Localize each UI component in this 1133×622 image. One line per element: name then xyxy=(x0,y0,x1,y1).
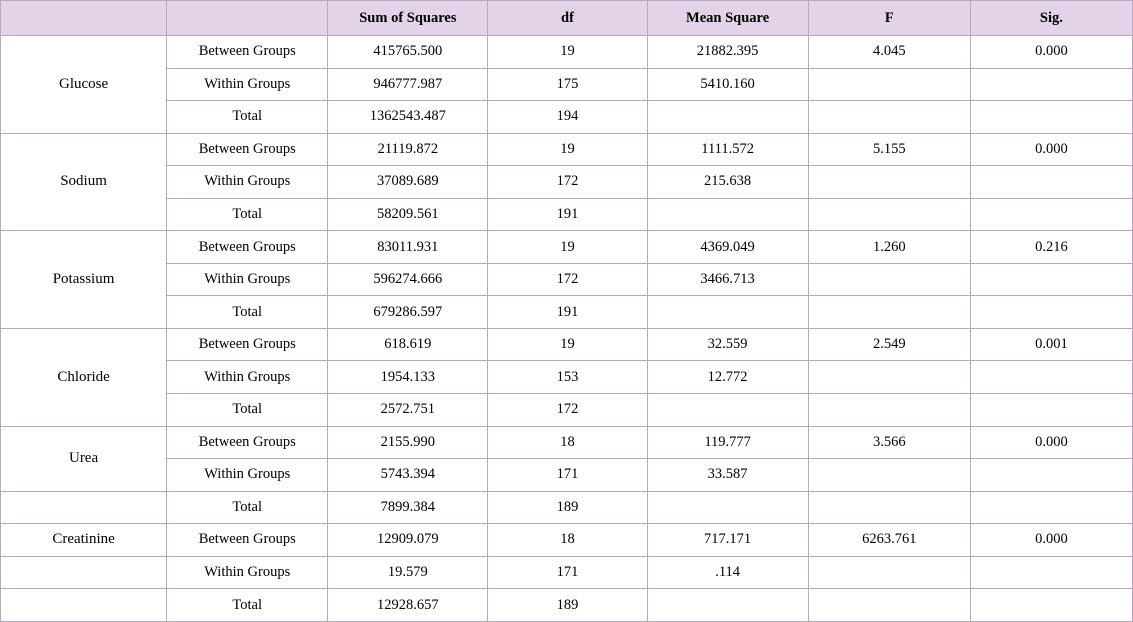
source-label: Within Groups xyxy=(167,166,328,199)
table-row xyxy=(1,36,1133,69)
source-label: Within Groups xyxy=(167,263,328,296)
value-df: 171 xyxy=(488,556,647,589)
value-sum-of-squares: 2572.751 xyxy=(328,394,488,427)
value-f: 1.260 xyxy=(808,231,970,264)
value-sig: 0.000 xyxy=(970,524,1132,557)
value-mean-square: 32.559 xyxy=(647,328,808,361)
value-mean-square: .114 xyxy=(647,556,808,589)
table-row xyxy=(1,459,1133,492)
value-mean-square xyxy=(647,198,808,231)
value-df: 18 xyxy=(488,426,647,459)
value-sig xyxy=(970,198,1132,231)
value-df: 189 xyxy=(488,589,647,622)
value-mean-square: 119.777 xyxy=(647,426,808,459)
table-row xyxy=(1,328,1133,361)
value-df: 189 xyxy=(488,491,647,524)
value-sum-of-squares: 1362543.487 xyxy=(328,101,488,134)
value-df: 172 xyxy=(488,263,647,296)
value-f xyxy=(808,263,970,296)
value-sig xyxy=(970,361,1132,394)
value-f xyxy=(808,394,970,427)
variable-label-empty xyxy=(1,491,167,524)
source-label: Between Groups xyxy=(167,328,328,361)
value-sig xyxy=(970,296,1132,329)
header-sum-of-squares: Sum of Squares xyxy=(328,1,488,36)
source-label: Total xyxy=(167,296,328,329)
value-sig xyxy=(970,263,1132,296)
table-row xyxy=(1,556,1133,589)
variable-label-urea: Urea xyxy=(1,426,167,491)
value-df: 19 xyxy=(488,231,647,264)
value-f xyxy=(808,589,970,622)
value-mean-square: 3466.713 xyxy=(647,263,808,296)
value-sum-of-squares: 83011.931 xyxy=(328,231,488,264)
source-label: Total xyxy=(167,589,328,622)
value-f xyxy=(808,556,970,589)
source-label: Within Groups xyxy=(167,68,328,101)
table-row xyxy=(1,133,1133,166)
variable-label-empty xyxy=(1,556,167,589)
value-sig xyxy=(970,394,1132,427)
value-sum-of-squares: 679286.597 xyxy=(328,296,488,329)
value-f: 2.549 xyxy=(808,328,970,361)
value-sum-of-squares: 1954.133 xyxy=(328,361,488,394)
table-row xyxy=(1,426,1133,459)
value-f: 3.566 xyxy=(808,426,970,459)
source-label: Total xyxy=(167,101,328,134)
value-mean-square: 5410.160 xyxy=(647,68,808,101)
variable-label-sodium: Sodium xyxy=(1,133,167,231)
source-label: Between Groups xyxy=(167,426,328,459)
value-mean-square: 12.772 xyxy=(647,361,808,394)
value-df: 153 xyxy=(488,361,647,394)
source-label: Total xyxy=(167,394,328,427)
value-sig xyxy=(970,589,1132,622)
value-mean-square xyxy=(647,589,808,622)
value-f xyxy=(808,491,970,524)
variable-label-creatinine: Creatinine xyxy=(1,524,167,557)
table-row xyxy=(1,166,1133,199)
value-mean-square: 33.587 xyxy=(647,459,808,492)
source-label: Between Groups xyxy=(167,524,328,557)
value-sum-of-squares: 2155.990 xyxy=(328,426,488,459)
table-body xyxy=(1,36,1133,622)
value-df: 171 xyxy=(488,459,647,492)
value-df: 19 xyxy=(488,36,647,69)
variable-label-empty xyxy=(1,589,167,622)
value-mean-square xyxy=(647,394,808,427)
value-mean-square: 717.171 xyxy=(647,524,808,557)
value-mean-square xyxy=(647,491,808,524)
value-sig: 0.000 xyxy=(970,133,1132,166)
value-f xyxy=(808,296,970,329)
header-source xyxy=(167,1,328,36)
value-sig: 0.000 xyxy=(970,426,1132,459)
value-mean-square: 215.638 xyxy=(647,166,808,199)
value-f: 6263.761 xyxy=(808,524,970,557)
value-sig xyxy=(970,556,1132,589)
value-mean-square xyxy=(647,101,808,134)
table-row xyxy=(1,231,1133,264)
value-sum-of-squares: 12909.079 xyxy=(328,524,488,557)
header-sig: Sig. xyxy=(970,1,1132,36)
value-sig: 0.000 xyxy=(970,36,1132,69)
source-label: Within Groups xyxy=(167,459,328,492)
source-label: Between Groups xyxy=(167,36,328,69)
value-sum-of-squares: 596274.666 xyxy=(328,263,488,296)
table-row xyxy=(1,296,1133,329)
value-sum-of-squares: 19.579 xyxy=(328,556,488,589)
value-f: 5.155 xyxy=(808,133,970,166)
value-df: 172 xyxy=(488,394,647,427)
value-f xyxy=(808,459,970,492)
value-sum-of-squares: 946777.987 xyxy=(328,68,488,101)
value-f xyxy=(808,68,970,101)
header-variable xyxy=(1,1,167,36)
value-df: 18 xyxy=(488,524,647,557)
value-sig: 0.001 xyxy=(970,328,1132,361)
value-df: 194 xyxy=(488,101,647,134)
header-mean-square: Mean Square xyxy=(647,1,808,36)
value-sig xyxy=(970,491,1132,524)
table-row xyxy=(1,361,1133,394)
value-mean-square xyxy=(647,296,808,329)
value-mean-square: 21882.395 xyxy=(647,36,808,69)
value-sum-of-squares: 21119.872 xyxy=(328,133,488,166)
value-f xyxy=(808,166,970,199)
header-df: df xyxy=(488,1,647,36)
table-row xyxy=(1,491,1133,524)
variable-label-chloride: Chloride xyxy=(1,328,167,426)
value-sum-of-squares: 58209.561 xyxy=(328,198,488,231)
source-label: Total xyxy=(167,198,328,231)
source-label: Between Groups xyxy=(167,231,328,264)
value-sum-of-squares: 618.619 xyxy=(328,328,488,361)
variable-label-potassium: Potassium xyxy=(1,231,167,329)
value-f: 4.045 xyxy=(808,36,970,69)
value-mean-square: 1111.572 xyxy=(647,133,808,166)
source-label: Within Groups xyxy=(167,361,328,394)
header-f: F xyxy=(808,1,970,36)
table-row xyxy=(1,394,1133,427)
source-label: Within Groups xyxy=(167,556,328,589)
value-sig: 0.216 xyxy=(970,231,1132,264)
value-f xyxy=(808,361,970,394)
value-df: 19 xyxy=(488,328,647,361)
source-label: Between Groups xyxy=(167,133,328,166)
value-sum-of-squares: 5743.394 xyxy=(328,459,488,492)
value-sum-of-squares: 37089.689 xyxy=(328,166,488,199)
value-df: 191 xyxy=(488,198,647,231)
value-f xyxy=(808,198,970,231)
value-sig xyxy=(970,101,1132,134)
table-row xyxy=(1,524,1133,557)
value-sum-of-squares: 7899.384 xyxy=(328,491,488,524)
value-df: 172 xyxy=(488,166,647,199)
table-header xyxy=(1,1,1133,36)
header-row xyxy=(1,1,1133,36)
source-label: Total xyxy=(167,491,328,524)
value-mean-square: 4369.049 xyxy=(647,231,808,264)
table-row xyxy=(1,101,1133,134)
value-df: 191 xyxy=(488,296,647,329)
value-df: 19 xyxy=(488,133,647,166)
value-sum-of-squares: 415765.500 xyxy=(328,36,488,69)
value-df: 175 xyxy=(488,68,647,101)
value-f xyxy=(808,101,970,134)
value-sum-of-squares: 12928.657 xyxy=(328,589,488,622)
value-sig xyxy=(970,459,1132,492)
variable-label-glucose: Glucose xyxy=(1,36,167,134)
value-sig xyxy=(970,68,1132,101)
table-row xyxy=(1,68,1133,101)
value-sig xyxy=(970,166,1132,199)
table-row xyxy=(1,263,1133,296)
table-row xyxy=(1,589,1133,622)
table-row xyxy=(1,198,1133,231)
